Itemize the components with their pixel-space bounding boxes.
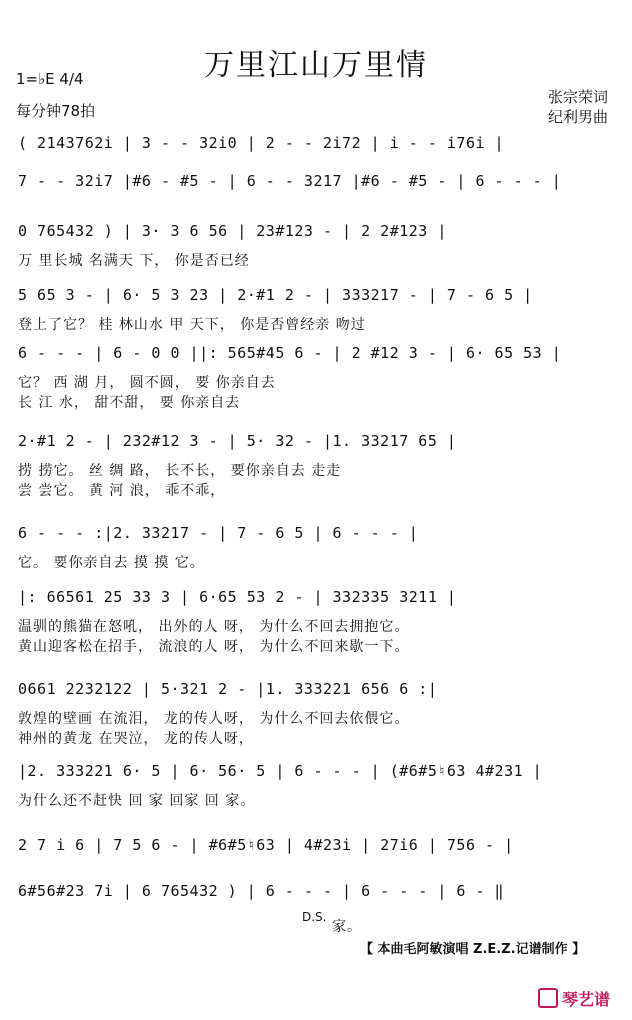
notation-row: 0661 2232122 | 5·321 2 - |1. 333221 656 6 :|	[18, 680, 438, 698]
lyric-line: 温驯的熊猫在怒吼， 出外的人 呀， 为什么不回去拥抱它。	[18, 619, 410, 635]
lyric-line: 登上了它？ 桂 林山水 甲 天下， 你是否曾经亲 吻过	[18, 317, 366, 333]
lyric-line: 它？ 西 湖 月， 圆不圆， 要 你亲自去	[18, 375, 276, 391]
lyric-line: 尝 尝它。 黄 河 浪， 乖不乖，	[18, 483, 226, 499]
ds-marking: D.S.	[302, 910, 327, 924]
notation-row: 0 765432 ) | 3· 3 6 56 | 23#123 - | 2 2#123 |	[18, 222, 447, 240]
lyric-line: 捞 捞它。 丝 绸 路， 长不长， 要你亲自去 走走	[18, 463, 342, 479]
lyric-line: 神州的黄龙 在哭泣， 龙的传人呀，	[18, 731, 254, 747]
notation-row: 6 - - - :|2. 33217 - | 7 - 6 5 | 6 - - - |	[18, 524, 419, 542]
composer-credit: 纪利男曲	[547, 108, 608, 126]
logo-text: 琴艺谱	[561, 990, 610, 1009]
notation-row: 6#56#23 7i | 6 765432 ) | 6 - - - | 6 - - - | 6 - ‖	[18, 882, 505, 900]
song-title: 万里江山万里情	[204, 48, 428, 83]
key-signature: 1=♭E 4/4	[16, 70, 84, 88]
lyric-line: 它。 要你亲自去 摸 摸 它。	[18, 555, 205, 571]
lyric-line: 黄山迎客松在招手， 流浪的人 呀， 为什么不回来歇一下。	[18, 639, 410, 655]
lyric-line: 为什么还不赶快 回 家 回家 回 家。	[18, 793, 256, 809]
notation-row: 7 - - 32i7 |#6 - #5 - | 6 - - 3217 |#6 - #5 - | 6 - - - |	[18, 172, 562, 190]
notation-row: |2. 333221 6· 5 | 6· 56· 5 | 6 - - - | (#6#5♮63 4#231 |	[18, 762, 543, 780]
lyric-line: 敦煌的壁画 在流泪， 龙的传人呀， 为什么不回去依偎它。	[18, 711, 410, 727]
final-lyric: 家。	[332, 919, 362, 935]
notation-row: |: 66561 25 33 3 | 6·65 53 2 - | 332335 3211 |	[18, 588, 457, 606]
lyric-line: 长 江 水， 甜不甜， 要 你亲自去	[18, 395, 241, 411]
logo-icon	[538, 988, 558, 1008]
notation-row: ( 2143762i | 3 - - 32i0 | 2 - - 2i72 | i - - i76i |	[18, 134, 505, 152]
notation-row: 2 7 i 6 | 7 5 6 - | #6#5♮63 | 4#23i | 27i6 | 756 - |	[18, 836, 514, 854]
notation-row: 2·#1 2 - | 232#12 3 - | 5· 32 - |1. 33217 65 |	[18, 432, 457, 450]
notation-row: 5 65 3 - | 6· 5 3 23 | 2·#1 2 - | 333217 - | 7 - 6 5 |	[18, 286, 533, 304]
tempo-marking: 每分钟78拍	[16, 102, 96, 120]
lyricist-credit: 张宗荣词	[547, 88, 608, 106]
lyric-line: 万 里长城 名满天 下， 你是否已经	[18, 253, 250, 269]
footer-credit: 【 本曲毛阿敏演唱 Z.E.Z.记谱制作 】	[360, 942, 586, 957]
site-logo	[538, 987, 610, 1010]
notation-row: 6 - - - | 6 - 0 0 ||: 565#45 6 - | 2 #12 3 - | 6· 65 53 |	[18, 344, 562, 362]
